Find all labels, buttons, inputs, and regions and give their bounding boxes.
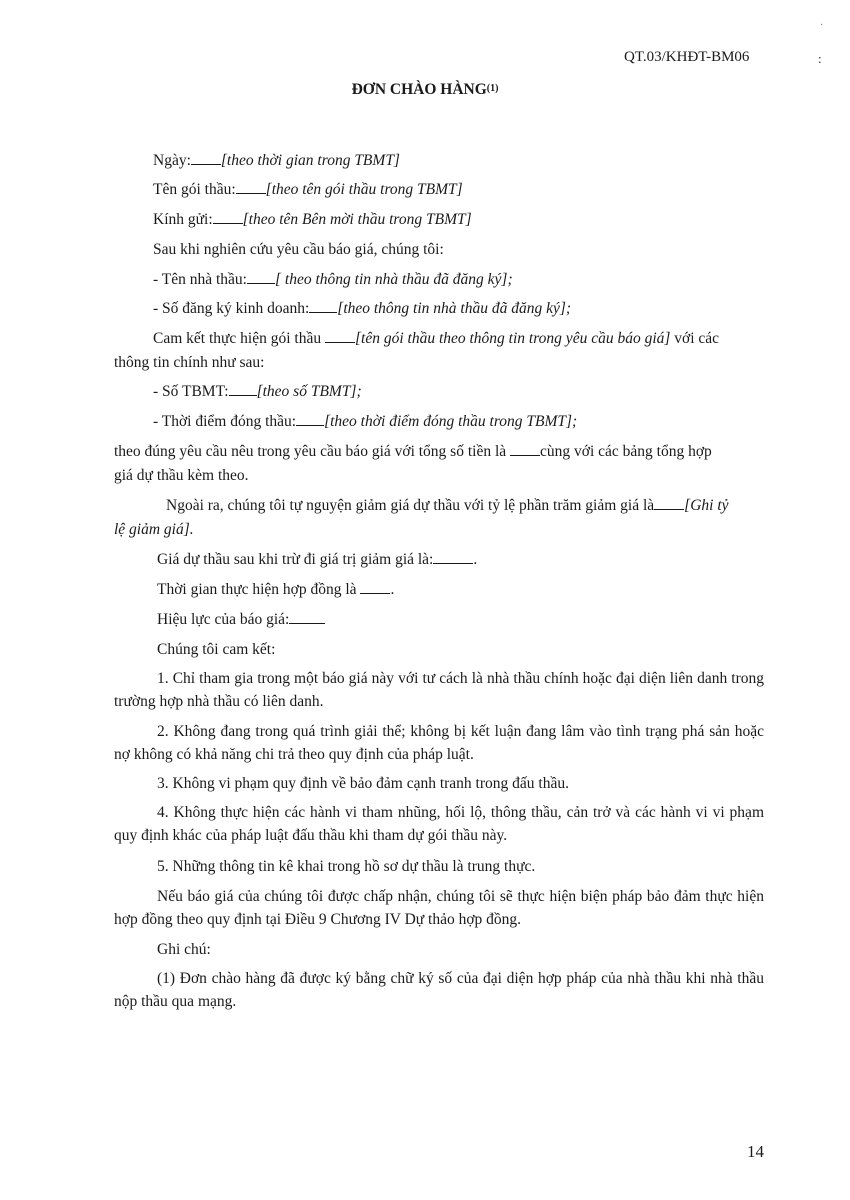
total-blank: [510, 443, 540, 456]
ngay-hint: [theo thời gian trong TBMT]: [220, 152, 400, 169]
commitment-4: 4. Không thực hiện các hành vi tham nhũng, hối lộ, thông thầu, cản trở và các hành vi vi phạm quy định khác của pháp luật đấu thầu khi tham dự gói thầu này.: [114, 804, 764, 844]
validity-blank: [289, 611, 325, 624]
contract-time-line: Thời gian thực hiện hợp đồng là .: [157, 581, 395, 598]
commitment-3: 3. Không vi phạm quy định về bảo đảm cạnh tranh trong đấu thầu.: [157, 775, 569, 792]
thoi-diem-line: [153, 413, 577, 431]
commit-line: [153, 330, 719, 348]
so-dkkd-hint: [theo thông tin nhà thầu đã đăng ký];: [337, 300, 572, 317]
commitment-1: 1. Chỉ tham gia trong một báo giá này với tư cách là nhà thầu chính hoặc đại diện liên danh trong trường hợp nhà thầu có liên danh.: [114, 670, 764, 710]
validity-line: [157, 611, 325, 629]
total-text-b: cùng với các bảng tổng hợp: [540, 443, 712, 460]
kinh-gui-line: [153, 211, 472, 229]
acceptance-paragraph: Nếu báo giá của chúng tôi được chấp nhận, chúng tôi sẽ thực hiện biện pháp bảo đảm thực hiện hợp đồng theo quy định tại Điều 9 Chương IV Dự thảo hợp đồng.: [114, 888, 764, 928]
thoi-diem-hint: [theo thời điểm đóng thầu trong TBMT];: [324, 413, 578, 430]
commitment-5: 5. Những thông tin kê khai trong hồ sơ dự thầu là trung thực.: [157, 858, 536, 875]
ten-goi-label: Tên gói thầu:: [153, 181, 236, 198]
so-tbmt-blank: [229, 383, 257, 396]
discount-blank: [654, 497, 684, 510]
note-heading: Ghi chú:: [157, 941, 211, 958]
commit-hint: [tên gói thầu theo thông tin trong yêu cầu báo giá]: [354, 330, 671, 347]
kinh-gui-label: Kính gửi:: [153, 211, 213, 228]
intro-line: Sau khi nghiên cứu yêu cầu báo giá, chúng tôi:: [153, 241, 444, 258]
price-after-blank: [433, 551, 473, 564]
commit-prefix: Cam kết thực hiện gói thầu: [153, 330, 322, 347]
commitment-2: 2. Không đang trong quá trình giải thể; không bị kết luận đang lâm vào tình trạng phá sản hoặc nợ không có khả năng chi trả theo quy định của pháp luật.: [114, 723, 764, 763]
ngay-label: Ngày:: [153, 152, 191, 169]
price-after-line: Giá dự thầu sau khi trừ đi giá trị giảm giá là: .: [157, 551, 478, 568]
commit-heading: Chúng tôi cam kết:: [157, 641, 276, 658]
thoi-diem-label: - Thời điểm đóng thầu:: [153, 413, 297, 430]
title-footnote-marker: (1): [486, 83, 499, 94]
page-title: [0, 81, 850, 99]
validity-label: Hiệu lực của báo giá:: [157, 611, 290, 628]
commit-suffix: với các: [674, 330, 720, 347]
scan-mark: ·: [820, 20, 824, 31]
contract-time-label: Thời gian thực hiện hợp đồng là: [157, 581, 357, 598]
ten-nha-thau-hint: [ theo thông tin nhà thầu đã đăng ký];: [274, 271, 513, 288]
total-line-1: [114, 443, 712, 461]
commit-line-2: thông tin chính như sau:: [114, 354, 265, 371]
discount-line-1: [166, 497, 729, 515]
kinh-gui-blank: [213, 211, 243, 224]
contract-time-blank: [360, 581, 390, 594]
so-tbmt-line: [153, 383, 362, 401]
price-after-label: Giá dự thầu sau khi trừ đi giá trị giảm giá là:: [157, 551, 434, 568]
discount-text: Ngoài ra, chúng tôi tự nguyện giảm giá dự thầu với tỷ lệ phần trăm giảm giá là: [166, 497, 655, 514]
discount-hint-a: [Ghi tỷ: [684, 497, 729, 514]
ten-nha-thau-line: [153, 271, 513, 289]
ten-goi-hint: [theo tên gói thầu trong TBMT]: [265, 181, 463, 198]
so-dkkd-blank: [309, 300, 337, 313]
kinh-gui-hint: [theo tên Bên mời thầu trong TBMT]: [242, 211, 472, 228]
title-text: ĐƠN CHÀO HÀNG: [351, 81, 487, 98]
note-text: (1) Đơn chào hàng đã được ký bằng chữ ký số của đại diện hợp pháp của nhà thầu khi nhà thầu nộp thầu qua mạng.: [114, 970, 764, 1010]
total-text-a: theo đúng yêu cầu nêu trong yêu cầu báo giá với tổng số tiền là: [114, 443, 507, 460]
so-dkkd-line: [153, 300, 571, 318]
page-number: 14: [747, 1142, 764, 1161]
ten-goi-line: [153, 181, 463, 199]
total-line-2: giá dự thầu kèm theo.: [114, 467, 249, 484]
margin-colon: :: [818, 51, 822, 66]
so-dkkd-label: - Số đăng ký kinh doanh:: [153, 300, 310, 317]
so-tbmt-hint: [theo số TBMT];: [256, 383, 362, 400]
discount-line-2: lệ giảm giá].: [114, 521, 194, 538]
ngay-line: [153, 152, 400, 170]
ten-goi-blank: [236, 181, 266, 194]
so-tbmt-label: - Số TBMT:: [153, 383, 229, 400]
ten-nha-thau-blank: [247, 271, 275, 284]
ten-nha-thau-label: - Tên nhà thầu:: [153, 271, 247, 288]
commit-blank: [325, 330, 355, 343]
thoi-diem-blank: [296, 413, 324, 426]
form-code: QT.03/KHĐT-BM06: [624, 49, 750, 65]
ngay-blank: [191, 152, 221, 165]
